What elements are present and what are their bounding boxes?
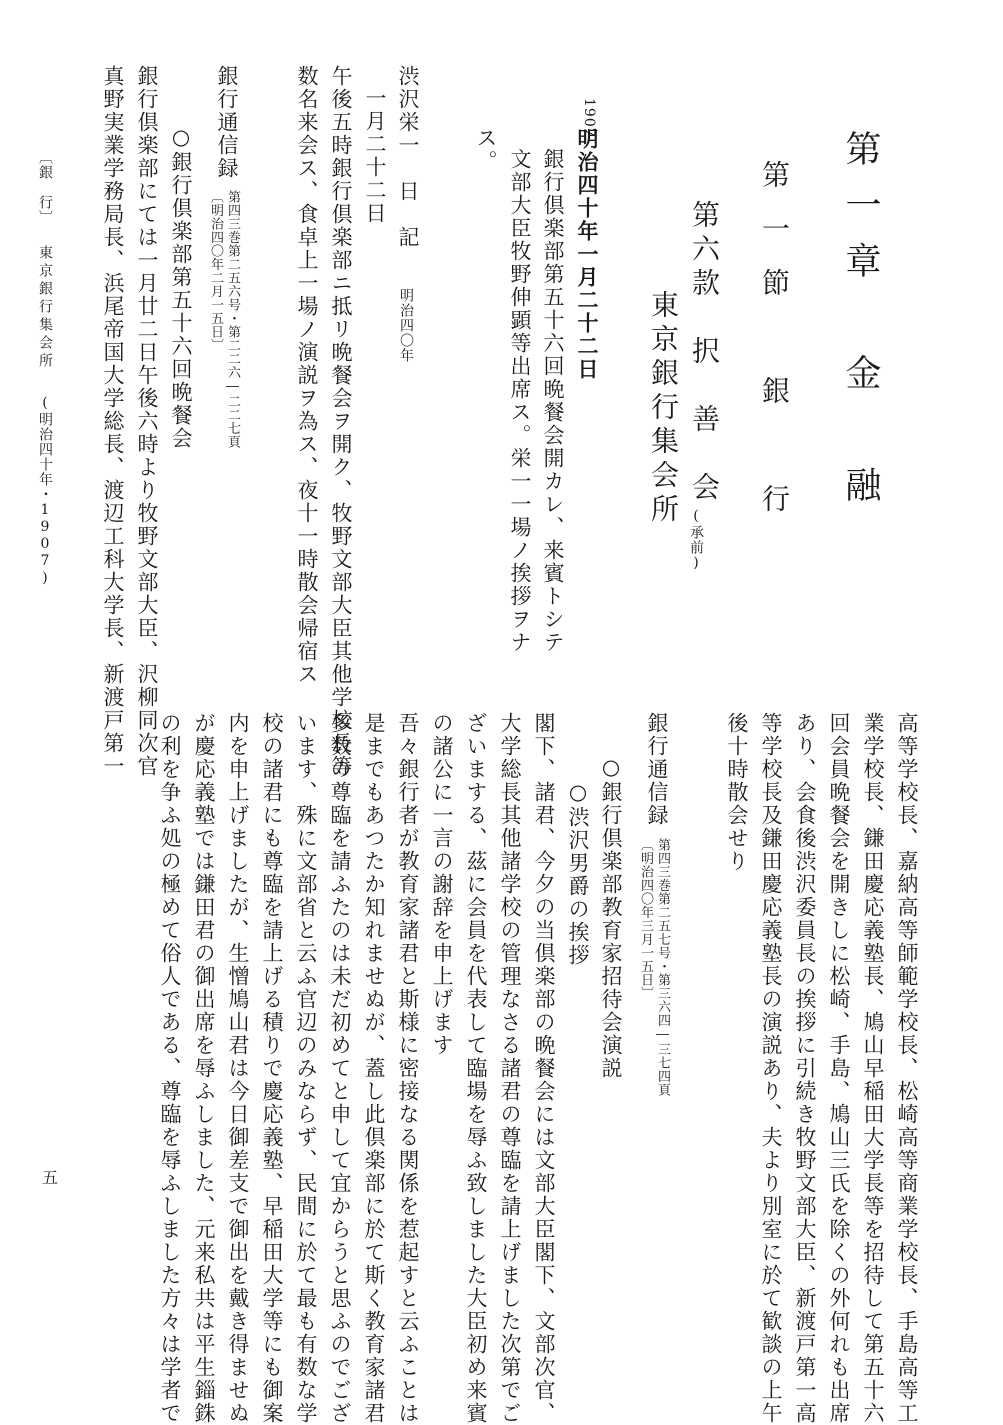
summary-line-1: 銀行倶楽部第五十六回晩餐会開カレ、来賓トシテ: [541, 148, 565, 654]
report2-reference: [639, 838, 669, 1097]
report1-line-8: 後十時散会せり: [725, 712, 749, 873]
report1-line-2: 真野実業学務局長、浜尾帝国大学総長、渡辺工科大学長、新渡戸第一: [101, 65, 125, 778]
diary-line-1: 午後五時銀行倶楽部ニ抵リ晩餐会ヲ開ク、牧野文部大臣其他学校長等: [329, 65, 353, 778]
diary-title: 渋沢栄一 日 記: [396, 65, 420, 249]
report2-ref-line1: 第四三巻第二五七号・第三六四―三七四頁: [655, 838, 670, 1097]
report1-line-1: 銀行倶楽部にては一月廿二日午後六時より牧野文部大臣、沢柳同次官: [135, 65, 159, 778]
report1-title: 銀行通信録: [215, 65, 239, 180]
report1-heading: ○銀行倶楽部第五十六回晩餐会: [169, 125, 193, 450]
report2-line-8: います、殊に文部省と云ふ官辺のみならず、民間に於て最も有数な学: [294, 712, 318, 1425]
report2-line-11: が慶応義塾では鎌田君の御出席を辱ふしました、元来私共は平生錙銖: [192, 712, 216, 1425]
report2-title: 銀行通信録: [645, 712, 669, 827]
footer-title: 東京銀行集会所: [37, 245, 53, 371]
date-heading: 明治四十年一月二十二日: [575, 128, 600, 381]
report1-ref-line2: 〔明治四〇年二月一五日〕: [208, 190, 223, 352]
report1-line-7: 等学校長及鎌田慶応義塾長の演説あり、夫より別室に於て歓談の上午: [759, 712, 783, 1425]
report2-line-10: 内を申上げましたが、生憎鳩山君は今日御差支で御出を戴き得ませぬ: [226, 712, 250, 1425]
report2-line-9: 校の諸君にも尊臨を請上げる積りで慶応義塾、早稲田大学等にも御案: [260, 712, 284, 1425]
report2-heading: ○銀行倶楽部教育家招待会演説: [599, 755, 623, 1080]
summary-line-2: 文部大臣牧野伸顕等出席ス。栄一一場ノ挨拶ヲナ: [508, 148, 532, 654]
report2-line-2: 大学総長其他諸学校の管理なさる諸君の尊臨を請上げました次第でご: [498, 712, 522, 1425]
report2-ref-line2: 〔明治四〇年三月一五日〕: [638, 838, 653, 1000]
report1-line-4: 業学校長、鎌田慶応義塾長、鳩山早稲田大学長等を招待して第五十六: [861, 712, 885, 1425]
diary-era: 明治四〇年: [398, 288, 414, 363]
report1-ref-line1: 第四三巻第二五六号・第二二六―二二七頁: [225, 190, 240, 449]
report1-line-3: 高等学校長、嘉納高等師範学校長、松崎高等商業学校長、手島高等工: [895, 712, 919, 1425]
diary-date: 一月二十二日: [363, 87, 387, 225]
report1-reference: [209, 190, 239, 449]
subtitle-note: (承前): [688, 508, 704, 572]
chapter-heading: 第一章 金 融: [840, 130, 881, 522]
report2-line-6: 是までもあつたか知れませぬが、蓋し此倶楽部に於て斯く教育家諸君: [362, 712, 386, 1425]
report2-line-5: 吾々銀行者が教育家諸君と斯様に密接なる関係を惹起すと云ふことは: [396, 712, 420, 1425]
diary-line-2: 数名来会ス、食卓上一場ノ演説ヲ為ス、夜十一時散会帰宿ス: [295, 65, 319, 686]
report2-speaker: ○渋沢男爵の挨拶: [566, 780, 590, 967]
report2-line-7: 多数の尊臨を請ふたのは未だ初めてと申して宜からうと思ふのでござ: [328, 712, 352, 1425]
section-heading: 第一節 銀 行: [758, 160, 791, 538]
report1-line-6: あり、会食後渋沢委員長の挨拶に引続き牧野文部大臣、新渡戸第一高: [793, 712, 817, 1425]
summary-line-3: ス。: [474, 127, 498, 173]
subtitle-heading: 東京銀行集会所: [647, 290, 680, 528]
report2-line-1: 閣下、諸君、今夕の当倶楽部の晩餐会には文部大臣閣下、文部次官、: [532, 712, 556, 1425]
year-note: 1907: [581, 98, 597, 138]
report2-line-12: の利を争ふ処の極めて俗人である、尊臨を辱ふしました方々は学者で: [158, 712, 182, 1425]
footer-category: 〔銀 行〕: [37, 150, 53, 225]
footer-year: (明治四十年・1907): [37, 395, 53, 587]
report1-line-5: 回会員晩餐会を開きしに松崎、手島、鳩山三氏を除くの外何れも出席: [827, 712, 851, 1425]
article-heading: 第六款 択 善 会: [688, 200, 721, 506]
page-number: 五: [42, 1168, 59, 1187]
report2-line-4: の諸公に一言の謝辞を申上げます: [430, 712, 454, 1057]
report2-line-3: ざいまする、茲に会員を代表して臨場を辱ふ致しました大臣初め来賓: [464, 712, 488, 1425]
